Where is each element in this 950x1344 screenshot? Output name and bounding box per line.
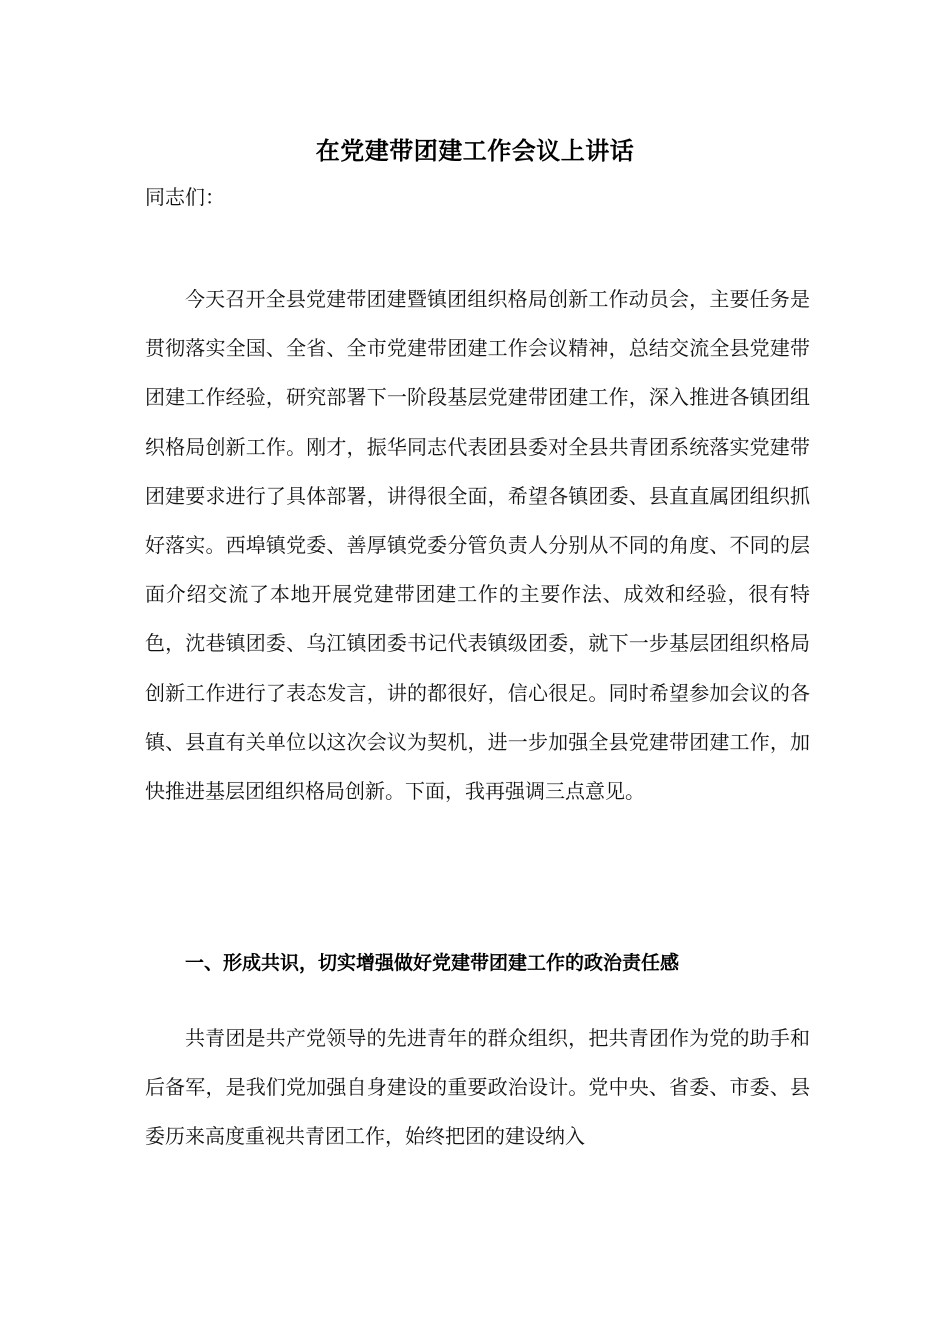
salutation: 同志们： [145, 185, 225, 209]
section-heading: 一、形成共识，切实增强做好党建带团建工作的政治责任感 [185, 952, 680, 974]
document-title: 在党建带团建工作会议上讲话 [315, 137, 635, 165]
paragraph-section-1: 共青团是共产党领导的先进青年的群众组织，把共青团作为党的助手和后备军，是我们党加强自身建设的重要政治设计。党中央、省委、市委、县委历来高度重视共青团工作，始终把团的建设纳入 [145, 1026, 810, 1149]
paragraph-intro: 今天召开全县党建带团建暨镇团组织格局创新工作动员会，主要任务是贯彻落实全国、全省、全市党建带团建工作会议精神，总结交流全县党建带团建工作经验，研究部署下一阶段基层党建带团建工作，深入推进各镇团组织格局创新工作。刚才，振华同志代表团县委对全县共青团系统落实党建带团建要求进行了具体部署，讲得很全面，希望各镇团委、县直直属团组织抓好落实。西埠镇党委、善厚镇党委分管负责人分别从不同的角度、不同的层面介绍交流了本地开展党建带团建工作的主要作法、成效和经验，很有特色，沈巷镇团委、乌江镇团委书记代表镇级团委，就下一步基层团组织格局创新工作进行了表态发言，讲的都很好，信心很足。同时希望参加会议的各镇、县直有关单位以这次会议为契机，进一步加强全县党建带团建工作，加快推进基层团组织格局创新。下面，我再强调三点意见。 [145, 287, 810, 804]
